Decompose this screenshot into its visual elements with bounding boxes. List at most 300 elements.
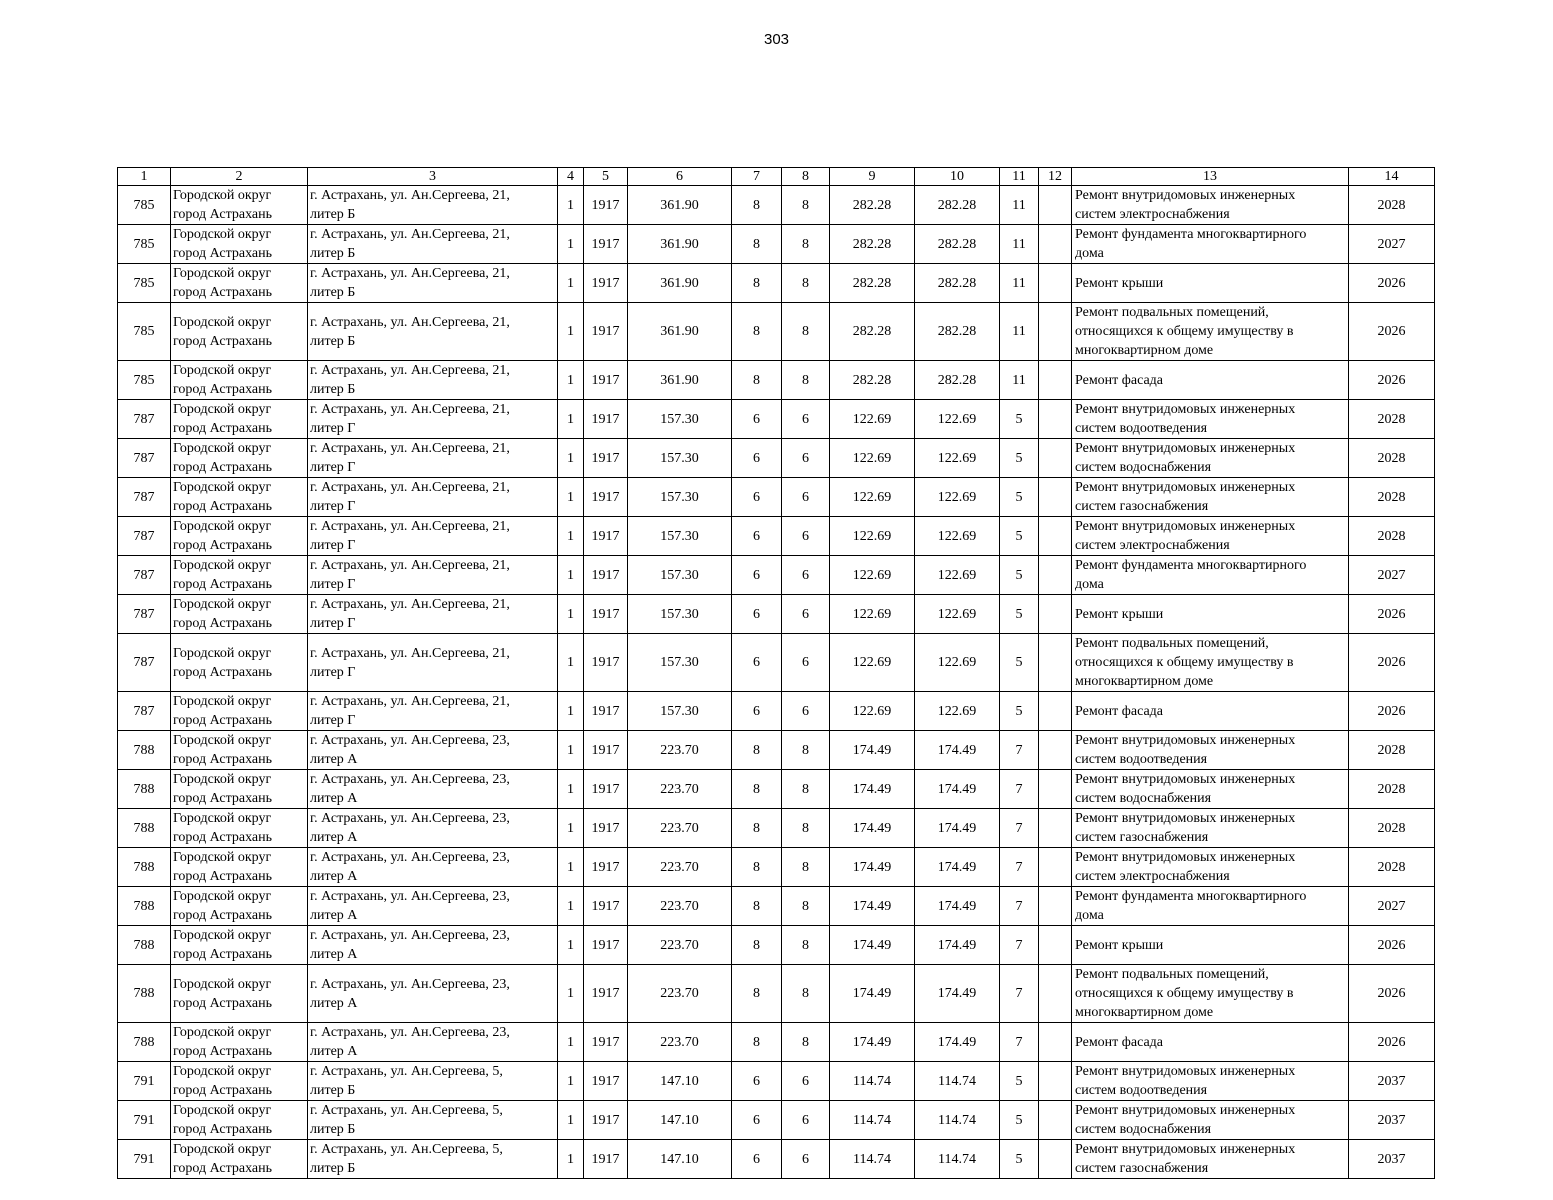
address-cell: г. Астрахань, ул. Ан.Сергеева, 21, литер Г	[308, 478, 558, 517]
year-built-cell: 1917	[584, 361, 628, 400]
repair-type-cell: Ремонт внутридомовых инженерных систем водоснабжения	[1072, 1101, 1349, 1140]
total-area-cell: 361.90	[628, 361, 732, 400]
total-area-cell: 157.30	[628, 692, 732, 731]
address-cell: г. Астрахань, ул. Ан.Сергеева, 21, литер Б	[308, 361, 558, 400]
residential-count-cell: 6	[782, 1062, 830, 1101]
municipality-cell: Городской округ город Астрахань	[171, 1140, 308, 1179]
total-area-cell: 157.30	[628, 439, 732, 478]
table-row	[118, 186, 1435, 225]
apartments-count-cell: 6	[732, 439, 782, 478]
table-row	[118, 1140, 1435, 1179]
column-header-6: 6	[628, 168, 732, 186]
residential-count-cell: 8	[782, 770, 830, 809]
residential-count-cell: 6	[782, 595, 830, 634]
column-header-14: 14	[1349, 168, 1435, 186]
residential-area-cell: 174.49	[830, 965, 915, 1023]
floors-cell: 1	[558, 595, 584, 634]
table-row	[118, 634, 1435, 692]
apartments-count-cell: 6	[732, 517, 782, 556]
residential-count-cell: 8	[782, 965, 830, 1023]
residents-count-cell: 5	[1000, 692, 1039, 731]
residents-count-cell: 5	[1000, 517, 1039, 556]
apartments-count-cell: 8	[732, 225, 782, 264]
apartments-count-cell: 8	[732, 965, 782, 1023]
floors-cell: 1	[558, 731, 584, 770]
total-area-cell: 157.30	[628, 517, 732, 556]
municipality-cell: Городской округ город Астрахань	[171, 225, 308, 264]
apartments-count-cell: 8	[732, 186, 782, 225]
owned-area-cell: 174.49	[915, 926, 1000, 965]
residential-count-cell: 6	[782, 634, 830, 692]
floors-cell: 1	[558, 848, 584, 887]
residential-area-cell: 122.69	[830, 595, 915, 634]
municipality-cell: Городской округ город Астрахань	[171, 809, 308, 848]
row-number-cell: 787	[118, 595, 171, 634]
residential-count-cell: 6	[782, 692, 830, 731]
planned-year-cell: 2026	[1349, 965, 1435, 1023]
column-header-8: 8	[782, 168, 830, 186]
municipality-cell: Городской округ город Астрахань	[171, 887, 308, 926]
column-header-5: 5	[584, 168, 628, 186]
floors-cell: 1	[558, 439, 584, 478]
floors-cell: 1	[558, 225, 584, 264]
address-cell: г. Астрахань, ул. Ан.Сергеева, 23, литер А	[308, 965, 558, 1023]
residential-count-cell: 8	[782, 926, 830, 965]
table-row	[118, 303, 1435, 361]
apartments-count-cell: 6	[732, 556, 782, 595]
residential-area-cell: 114.74	[830, 1062, 915, 1101]
address-cell: г. Астрахань, ул. Ан.Сергеева, 5, литер Б	[308, 1140, 558, 1179]
repair-type-cell: Ремонт фундамента многоквартирного дома	[1072, 556, 1349, 595]
table-row	[118, 848, 1435, 887]
column-header-7: 7	[732, 168, 782, 186]
row-number-cell: 785	[118, 303, 171, 361]
col12-value-cell	[1039, 303, 1072, 361]
owned-area-cell: 174.49	[915, 887, 1000, 926]
owned-area-cell: 174.49	[915, 848, 1000, 887]
planned-year-cell: 2026	[1349, 926, 1435, 965]
total-area-cell: 361.90	[628, 303, 732, 361]
residents-count-cell: 5	[1000, 1140, 1039, 1179]
residential-count-cell: 6	[782, 400, 830, 439]
table-row	[118, 731, 1435, 770]
column-header-11: 11	[1000, 168, 1039, 186]
page-number: 303	[763, 31, 790, 48]
residential-count-cell: 6	[782, 517, 830, 556]
floors-cell: 1	[558, 303, 584, 361]
year-built-cell: 1917	[584, 1101, 628, 1140]
column-header-10: 10	[915, 168, 1000, 186]
year-built-cell: 1917	[584, 186, 628, 225]
floors-cell: 1	[558, 186, 584, 225]
repair-type-cell: Ремонт внутридомовых инженерных систем газоснабжения	[1072, 478, 1349, 517]
year-built-cell: 1917	[584, 303, 628, 361]
apartments-count-cell: 8	[732, 770, 782, 809]
row-number-cell: 788	[118, 1023, 171, 1062]
table-row	[118, 926, 1435, 965]
row-number-cell: 787	[118, 692, 171, 731]
floors-cell: 1	[558, 400, 584, 439]
residential-count-cell: 6	[782, 439, 830, 478]
residents-count-cell: 7	[1000, 770, 1039, 809]
address-cell: г. Астрахань, ул. Ан.Сергеева, 21, литер Г	[308, 400, 558, 439]
residential-count-cell: 8	[782, 809, 830, 848]
table-row	[118, 1023, 1435, 1062]
apartments-count-cell: 8	[732, 887, 782, 926]
total-area-cell: 223.70	[628, 731, 732, 770]
residents-count-cell: 11	[1000, 186, 1039, 225]
col12-value-cell	[1039, 1023, 1072, 1062]
residential-count-cell: 8	[782, 731, 830, 770]
apartments-count-cell: 6	[732, 400, 782, 439]
total-area-cell: 157.30	[628, 634, 732, 692]
repair-type-cell: Ремонт внутридомовых инженерных систем водоотведения	[1072, 731, 1349, 770]
municipality-cell: Городской округ город Астрахань	[171, 478, 308, 517]
municipality-cell: Городской округ город Астрахань	[171, 692, 308, 731]
municipality-cell: Городской округ город Астрахань	[171, 186, 308, 225]
residential-area-cell: 174.49	[830, 1023, 915, 1062]
municipality-cell: Городской округ город Астрахань	[171, 556, 308, 595]
col12-value-cell	[1039, 731, 1072, 770]
repair-type-cell: Ремонт фасада	[1072, 361, 1349, 400]
residents-count-cell: 7	[1000, 887, 1039, 926]
planned-year-cell: 2028	[1349, 400, 1435, 439]
owned-area-cell: 174.49	[915, 731, 1000, 770]
column-header-2: 2	[171, 168, 308, 186]
row-number-cell: 787	[118, 556, 171, 595]
address-cell: г. Астрахань, ул. Ан.Сергеева, 21, литер Б	[308, 225, 558, 264]
owned-area-cell: 174.49	[915, 1023, 1000, 1062]
floors-cell: 1	[558, 926, 584, 965]
planned-year-cell: 2028	[1349, 517, 1435, 556]
repair-type-cell: Ремонт крыши	[1072, 926, 1349, 965]
apartments-count-cell: 8	[732, 731, 782, 770]
table-row	[118, 439, 1435, 478]
col12-value-cell	[1039, 887, 1072, 926]
planned-year-cell: 2028	[1349, 731, 1435, 770]
floors-cell: 1	[558, 517, 584, 556]
total-area-cell: 223.70	[628, 965, 732, 1023]
residents-count-cell: 7	[1000, 965, 1039, 1023]
column-header-13: 13	[1072, 168, 1349, 186]
apartments-count-cell: 8	[732, 264, 782, 303]
owned-area-cell: 174.49	[915, 965, 1000, 1023]
col12-value-cell	[1039, 556, 1072, 595]
total-area-cell: 223.70	[628, 1023, 732, 1062]
total-area-cell: 147.10	[628, 1140, 732, 1179]
residential-area-cell: 174.49	[830, 887, 915, 926]
apartments-count-cell: 8	[732, 926, 782, 965]
row-number-cell: 788	[118, 770, 171, 809]
table-row	[118, 887, 1435, 926]
floors-cell: 1	[558, 692, 584, 731]
year-built-cell: 1917	[584, 770, 628, 809]
row-number-cell: 788	[118, 731, 171, 770]
year-built-cell: 1917	[584, 517, 628, 556]
address-cell: г. Астрахань, ул. Ан.Сергеева, 23, литер А	[308, 731, 558, 770]
owned-area-cell: 282.28	[915, 361, 1000, 400]
owned-area-cell: 174.49	[915, 809, 1000, 848]
apartments-count-cell: 6	[732, 1062, 782, 1101]
planned-year-cell: 2026	[1349, 361, 1435, 400]
apartments-count-cell: 6	[732, 595, 782, 634]
address-cell: г. Астрахань, ул. Ан.Сергеева, 23, литер А	[308, 848, 558, 887]
address-cell: г. Астрахань, ул. Ан.Сергеева, 21, литер Б	[308, 186, 558, 225]
owned-area-cell: 122.69	[915, 556, 1000, 595]
planned-year-cell: 2026	[1349, 1023, 1435, 1062]
row-number-cell: 788	[118, 809, 171, 848]
year-built-cell: 1917	[584, 1023, 628, 1062]
year-built-cell: 1917	[584, 731, 628, 770]
col12-value-cell	[1039, 1140, 1072, 1179]
row-number-cell: 787	[118, 439, 171, 478]
residents-count-cell: 11	[1000, 225, 1039, 264]
floors-cell: 1	[558, 809, 584, 848]
year-built-cell: 1917	[584, 809, 628, 848]
row-number-cell: 785	[118, 225, 171, 264]
total-area-cell: 147.10	[628, 1101, 732, 1140]
row-number-cell: 791	[118, 1101, 171, 1140]
repair-type-cell: Ремонт подвальных помещений, относящихся к общему имуществу в многоквартирном доме	[1072, 303, 1349, 361]
residential-area-cell: 282.28	[830, 225, 915, 264]
residential-count-cell: 6	[782, 1140, 830, 1179]
municipality-cell: Городской округ город Астрахань	[171, 303, 308, 361]
year-built-cell: 1917	[584, 887, 628, 926]
total-area-cell: 157.30	[628, 478, 732, 517]
row-number-cell: 791	[118, 1062, 171, 1101]
year-built-cell: 1917	[584, 1140, 628, 1179]
repair-type-cell: Ремонт внутридомовых инженерных систем газоснабжения	[1072, 1140, 1349, 1179]
repair-type-cell: Ремонт фасада	[1072, 692, 1349, 731]
planned-year-cell: 2037	[1349, 1101, 1435, 1140]
planned-year-cell: 2027	[1349, 225, 1435, 264]
planned-year-cell: 2026	[1349, 303, 1435, 361]
total-area-cell: 361.90	[628, 225, 732, 264]
residential-count-cell: 8	[782, 264, 830, 303]
floors-cell: 1	[558, 264, 584, 303]
repair-type-cell: Ремонт подвальных помещений, относящихся к общему имуществу в многоквартирном доме	[1072, 634, 1349, 692]
repair-type-cell: Ремонт внутридомовых инженерных систем электроснабжения	[1072, 186, 1349, 225]
residents-count-cell: 7	[1000, 809, 1039, 848]
municipality-cell: Городской округ город Астрахань	[171, 965, 308, 1023]
planned-year-cell: 2028	[1349, 186, 1435, 225]
owned-area-cell: 282.28	[915, 264, 1000, 303]
total-area-cell: 223.70	[628, 809, 732, 848]
table-row	[118, 478, 1435, 517]
repair-type-cell: Ремонт внутридомовых инженерных систем водоснабжения	[1072, 439, 1349, 478]
owned-area-cell: 114.74	[915, 1101, 1000, 1140]
total-area-cell: 157.30	[628, 556, 732, 595]
table-row	[118, 809, 1435, 848]
address-cell: г. Астрахань, ул. Ан.Сергеева, 21, литер Г	[308, 439, 558, 478]
owned-area-cell: 122.69	[915, 400, 1000, 439]
col12-value-cell	[1039, 595, 1072, 634]
apartments-count-cell: 8	[732, 1023, 782, 1062]
address-cell: г. Астрахань, ул. Ан.Сергеева, 21, литер Г	[308, 595, 558, 634]
capital-repair-table	[117, 167, 1435, 1179]
col12-value-cell	[1039, 965, 1072, 1023]
residents-count-cell: 7	[1000, 731, 1039, 770]
owned-area-cell: 282.28	[915, 303, 1000, 361]
address-cell: г. Астрахань, ул. Ан.Сергеева, 21, литер Г	[308, 556, 558, 595]
year-built-cell: 1917	[584, 848, 628, 887]
planned-year-cell: 2026	[1349, 634, 1435, 692]
residential-count-cell: 8	[782, 887, 830, 926]
table-body	[118, 186, 1435, 1179]
year-built-cell: 1917	[584, 225, 628, 264]
repair-type-cell: Ремонт фундамента многоквартирного дома	[1072, 887, 1349, 926]
column-header-1: 1	[118, 168, 171, 186]
table-row	[118, 692, 1435, 731]
total-area-cell: 157.30	[628, 595, 732, 634]
year-built-cell: 1917	[584, 926, 628, 965]
residential-area-cell: 122.69	[830, 634, 915, 692]
residential-area-cell: 174.49	[830, 809, 915, 848]
row-number-cell: 787	[118, 400, 171, 439]
apartments-count-cell: 6	[732, 1140, 782, 1179]
apartments-count-cell: 6	[732, 1101, 782, 1140]
residents-count-cell: 5	[1000, 1101, 1039, 1140]
row-number-cell: 787	[118, 634, 171, 692]
table-row	[118, 1101, 1435, 1140]
residents-count-cell: 5	[1000, 1062, 1039, 1101]
row-number-cell: 788	[118, 848, 171, 887]
col12-value-cell	[1039, 361, 1072, 400]
col12-value-cell	[1039, 400, 1072, 439]
col12-value-cell	[1039, 478, 1072, 517]
residents-count-cell: 5	[1000, 400, 1039, 439]
municipality-cell: Городской округ город Астрахань	[171, 848, 308, 887]
row-number-cell: 785	[118, 186, 171, 225]
residential-area-cell: 174.49	[830, 770, 915, 809]
municipality-cell: Городской округ город Астрахань	[171, 770, 308, 809]
address-cell: г. Астрахань, ул. Ан.Сергеева, 23, литер А	[308, 1023, 558, 1062]
residential-count-cell: 6	[782, 1101, 830, 1140]
col12-value-cell	[1039, 225, 1072, 264]
year-built-cell: 1917	[584, 692, 628, 731]
repair-type-cell: Ремонт подвальных помещений, относящихся к общему имуществу в многоквартирном доме	[1072, 965, 1349, 1023]
residential-count-cell: 8	[782, 848, 830, 887]
municipality-cell: Городской округ город Астрахань	[171, 1101, 308, 1140]
table-row	[118, 1062, 1435, 1101]
col12-value-cell	[1039, 634, 1072, 692]
address-cell: г. Астрахань, ул. Ан.Сергеева, 23, литер А	[308, 887, 558, 926]
floors-cell: 1	[558, 887, 584, 926]
column-header-12: 12	[1039, 168, 1072, 186]
address-cell: г. Астрахань, ул. Ан.Сергеева, 21, литер Б	[308, 303, 558, 361]
col12-value-cell	[1039, 186, 1072, 225]
address-cell: г. Астрахань, ул. Ан.Сергеева, 21, литер Г	[308, 692, 558, 731]
municipality-cell: Городской округ город Астрахань	[171, 1062, 308, 1101]
residential-count-cell: 6	[782, 478, 830, 517]
apartments-count-cell: 8	[732, 809, 782, 848]
floors-cell: 1	[558, 361, 584, 400]
year-built-cell: 1917	[584, 478, 628, 517]
municipality-cell: Городской округ город Астрахань	[171, 400, 308, 439]
owned-area-cell: 122.69	[915, 692, 1000, 731]
residents-count-cell: 11	[1000, 264, 1039, 303]
planned-year-cell: 2026	[1349, 595, 1435, 634]
residents-count-cell: 7	[1000, 1023, 1039, 1062]
planned-year-cell: 2026	[1349, 692, 1435, 731]
municipality-cell: Городской округ город Астрахань	[171, 361, 308, 400]
owned-area-cell: 122.69	[915, 478, 1000, 517]
residential-count-cell: 8	[782, 1023, 830, 1062]
residential-count-cell: 8	[782, 225, 830, 264]
column-header-3: 3	[308, 168, 558, 186]
planned-year-cell: 2037	[1349, 1140, 1435, 1179]
municipality-cell: Городской округ город Астрахань	[171, 1023, 308, 1062]
municipality-cell: Городской округ город Астрахань	[171, 595, 308, 634]
address-cell: г. Астрахань, ул. Ан.Сергеева, 5, литер Б	[308, 1101, 558, 1140]
repair-type-cell: Ремонт внутридомовых инженерных систем электроснабжения	[1072, 848, 1349, 887]
residential-area-cell: 122.69	[830, 517, 915, 556]
residential-area-cell: 122.69	[830, 439, 915, 478]
apartments-count-cell: 6	[732, 692, 782, 731]
municipality-cell: Городской округ город Астрахань	[171, 634, 308, 692]
table-row	[118, 965, 1435, 1023]
residential-count-cell: 6	[782, 556, 830, 595]
residential-area-cell: 114.74	[830, 1101, 915, 1140]
year-built-cell: 1917	[584, 634, 628, 692]
repair-type-cell: Ремонт крыши	[1072, 595, 1349, 634]
residential-area-cell: 282.28	[830, 186, 915, 225]
address-cell: г. Астрахань, ул. Ан.Сергеева, 21, литер Б	[308, 264, 558, 303]
planned-year-cell: 2027	[1349, 556, 1435, 595]
repair-type-cell: Ремонт внутридомовых инженерных систем электроснабжения	[1072, 517, 1349, 556]
apartments-count-cell: 8	[732, 848, 782, 887]
owned-area-cell: 122.69	[915, 595, 1000, 634]
residents-count-cell: 5	[1000, 556, 1039, 595]
table-row	[118, 770, 1435, 809]
planned-year-cell: 2028	[1349, 439, 1435, 478]
address-cell: г. Астрахань, ул. Ан.Сергеева, 23, литер А	[308, 926, 558, 965]
owned-area-cell: 282.28	[915, 186, 1000, 225]
residential-area-cell: 174.49	[830, 731, 915, 770]
municipality-cell: Городской округ город Астрахань	[171, 731, 308, 770]
floors-cell: 1	[558, 556, 584, 595]
table-row	[118, 225, 1435, 264]
owned-area-cell: 114.74	[915, 1140, 1000, 1179]
total-area-cell: 361.90	[628, 186, 732, 225]
residents-count-cell: 11	[1000, 361, 1039, 400]
total-area-cell: 361.90	[628, 264, 732, 303]
floors-cell: 1	[558, 478, 584, 517]
row-number-cell: 787	[118, 478, 171, 517]
row-number-cell: 791	[118, 1140, 171, 1179]
residential-area-cell: 122.69	[830, 478, 915, 517]
repair-type-cell: Ремонт фасада	[1072, 1023, 1349, 1062]
row-number-cell: 785	[118, 361, 171, 400]
residents-count-cell: 5	[1000, 439, 1039, 478]
apartments-count-cell: 8	[732, 361, 782, 400]
planned-year-cell: 2037	[1349, 1062, 1435, 1101]
address-cell: г. Астрахань, ул. Ан.Сергеева, 5, литер Б	[308, 1062, 558, 1101]
owned-area-cell: 282.28	[915, 225, 1000, 264]
table-row	[118, 517, 1435, 556]
planned-year-cell: 2028	[1349, 770, 1435, 809]
year-built-cell: 1917	[584, 556, 628, 595]
table-row	[118, 361, 1435, 400]
column-header-9: 9	[830, 168, 915, 186]
row-number-cell: 787	[118, 517, 171, 556]
municipality-cell: Городской округ город Астрахань	[171, 439, 308, 478]
col12-value-cell	[1039, 926, 1072, 965]
total-area-cell: 157.30	[628, 400, 732, 439]
residential-area-cell: 122.69	[830, 400, 915, 439]
header-row	[118, 168, 1435, 186]
column-header-4: 4	[558, 168, 584, 186]
